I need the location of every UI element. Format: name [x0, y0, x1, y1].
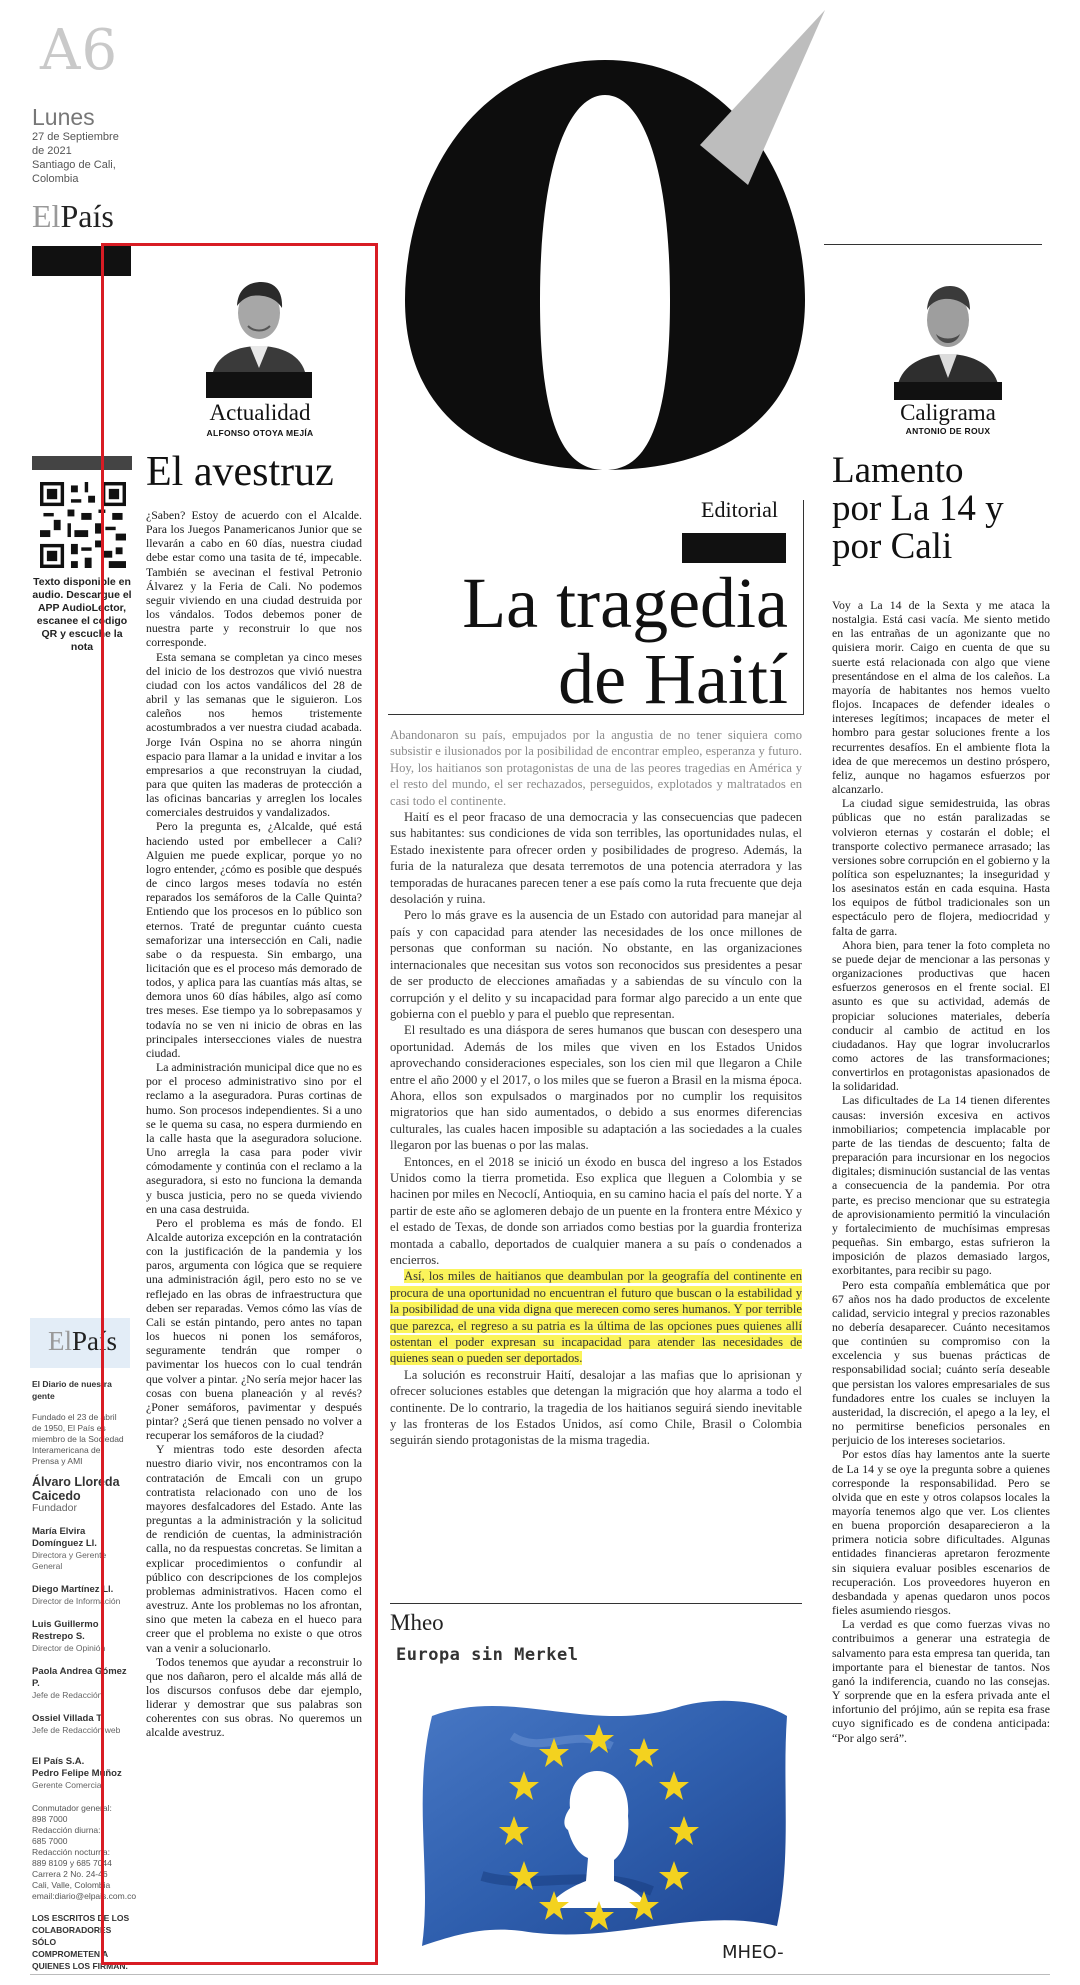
audio-qr-text: Texto disponible en audio. Descargue el APP AudioLector, escanee el código QR y escuche la nota — [32, 576, 132, 653]
publication-day: Lunes — [32, 104, 95, 130]
date-line: Santiago de Cali, — [32, 159, 116, 171]
motto: El Diario de nuestra gente — [32, 1379, 112, 1401]
editorial-bar — [682, 533, 786, 563]
column-headline: Lamento por La 14 y por Cali — [832, 450, 1004, 567]
author-photo — [894, 264, 1002, 400]
staff-name: El País S.A. — [32, 1756, 85, 1767]
qr-code-icon[interactable] — [40, 482, 126, 568]
column-body: ¿Saben? Estoy de acuerdo con el Alcalde. Para los Juegos Panamericanos Junior que se llevarán a cabo en 60 días, nuestra ciudad debe estar como una tasita de té, impecable. También se avecinan el festival Petronio Álvarez y la Feria de Cali. No podemos seguir viviendo en una ciudad destruida por los vándalos. Todos debemos poner de nuestra parte y reconstruir lo que nos corresponde. Esta semana se completan ya cinco meses del inicio de los destrozos que vivió nuestra ciudad con los actos vandálicos del 28 de abril y las semanas que le siguieron. Los caleños nos hemos tristemente acostumbrados a ver nuestra ciudad acabada. Jorge Iván Ospina no se ahorra ningún espacio para llamar a la unidad e invitar a los empresarios a que reconstruyan la ciudad, para que quiten las maderas de protección a las oficinas bancarias y arreglen los locales comerciales destruidos y vandalizados. Pero la pregunta es, ¿Alcalde, qué está haciendo usted por embellecer a Cali? Alguien me puede explicar, porque yo no logro entender, ¿cómo es posible que después de cinco largos meses todavía no estén reparados los semáforos de la Calle Quinta? Entiendo que los procesos en lo público son eternos. Traté de preguntar cuánto cuesta semaforizar una intersección en Cali, nadie sabe o da respuesta. Sin embargo, una licitación que es el proceso más demorado de todos, y aplica para las cuantías más altas, se demora unos 60 días hábiles, algo así como tres meses. Ese tiempo ya lo sobrepasamos y todavía no se ven ni inicio de obras en las principales intersecciones viales de nuestra ciudad. La administración municipal dice que no es por el proceso administrativo sino por el reclamo a la aseguradora. Puras cortinas de humo. Son procesos independientes. Si a uno se le quema su casa, no espera durmiendo en la calle hasta que la aseguradora solucione. Uno arregla la casa para poder vivir cómodamente y continúa con el reclamo a la aseguradora, si esto no funciona la demanda y busca justicia, pero no se queda viviendo en una casa destruida. Pero el problema es más de fondo. El Alcalde autoriza excepción en la contratación con la justificación de la pandemia y los paros, argumenta con lógica que se requiere una administración ágil, pero esto no se ve reflejado en las obras de infraestructura que deben ser reparadas. Vemos cómo las vías de Cali se están pintando, pero antes no tapan los huecos ni ponen los semáforos, seguramente tendrán que romper o pavimentar los huecos con lo cual tendrán que volver a pintar. ¿No sería mejor hacer las cosas con buena planeación y al revés? ¿Poner semáforos, pavimentar y después pintar? ¿Será que tienen pensado no volver a recuperar los semáforos de la ciudad? Y mientras todo este desorden afecta nuestro diario vivir, nos encontramos con la contratación de Emcali con un grupo contratista relacionado con uno de los mayores desfalcadores del Estado. Ante las preguntas a la administración y la solicitud de rendición de cuentas, la administración calla, no da respuestas concretas. Se limitan a explicar procedimientos o confundir al público con descripciones de los complejos problemas administrativos. Hacen como el avestruz. Ante los problemas no los afrontan, sino que meten la cabeza en el hueco para creer que el problema no existe o que otros van a venir a solucionarlo. Todos tenemos que ayudar a reconstruir lo que nos dañaron, pero el alcalde más allá de los discursos confusos debe dar ejemplo, liderar y demostrar que sus palabras son coherentes con sus obras. No queremos un alcalde avestruz. — [146, 508, 362, 1740]
contact-line: Conmutador general: — [32, 1803, 112, 1813]
disclaimer: LOS ESCRITOS DE LOS — [32, 1913, 130, 1923]
page-number: A6 — [40, 18, 119, 83]
highlighted-text: Así, los miles de haitianos que deambulan por la geografía del continente en procura de una oportunidad no encuentran el futuro que buscan o la estabilidad y la posibilidad de una vida digna que merecen como seres humanos. Y por terrible que parezca, el regreso a su patria es la última de las opciones pues quienes allí ostentan el poder expresan su incapacidad para atender las necesidades de quienes sean o pueden ser deportados. — [390, 1269, 802, 1366]
credits-block: El Diario de nuestra gente Fundado el 23 de abril de 1950, El País es miembro de la Sociedad Interamericana de Prensa y AMI Álvaro Lloreda Caicedo Fundador María Elvira Domínguez Ll. Directora y Gerente General Diego Martínez Ll. Director de Información Luis Guillermo Restrepo S. Director de Opinión Paola Andrea Gómez P. Jefe de Redacción Ossiel Villada T. Jefe de Redacción web El País S.A. Pedro Felipe Muñoz Gerente Comercial Conmutador general: 898 7000 Redacción diurna: 685 7000 Redacción nocturna: 889 8109 y 685 7044 Carrera 2 No. 24-46 Cali, Valle, Colombia email:diario@elpais.com.co LOS ESCRITOS DE LOS COLABORADORES SÓLO COMPROMETEN A QUIENES LOS FIRMAN. — [32, 1379, 137, 1971]
cartoon-title: Mheo — [390, 1610, 444, 1635]
el-pais-logo: ElPaís — [48, 1326, 118, 1356]
cartoon-signature: MHEO- — [722, 1942, 784, 1963]
eu-flag-cartoon — [392, 1676, 802, 1966]
staff-name: Diego Martínez Ll. — [32, 1584, 114, 1595]
editorial-headline: La tragedia de Haití — [462, 563, 788, 719]
cartoon-rule — [390, 1603, 802, 1604]
founder-name: Álvaro Lloreda — [32, 1475, 120, 1489]
cartoon-caption: Europa sin Merkel — [396, 1645, 579, 1665]
sidebar-bar — [32, 456, 132, 470]
contact-email[interactable]: email:diario@elpais.com.co — [32, 1891, 137, 1901]
column-section-label: Actualidad — [209, 400, 311, 425]
el-pais-logo: ElPaís — [32, 198, 114, 234]
column-section-label: Caligrama — [900, 400, 996, 425]
masthead-bar — [32, 246, 131, 276]
editorial-section-label: Editorial — [701, 497, 778, 522]
author-photo — [206, 258, 312, 398]
bottom-rule — [30, 1974, 1050, 1975]
date-line: de 2021 — [32, 145, 72, 157]
staff-name: Ossiel Villada T. — [32, 1713, 104, 1724]
editorial-body: Abandonaron su país, empujados por la angustia de no tener siquiera como subsistir e ilusionados por la posibilidad de encontrar empleo, esperanza y futuro. Hoy, los haitianos son protagonistas de una de las peores tragedias en América y el resto del mundo, el ser rechazados, perseguidos, explotados y maltratados en casi todo el continente. Haití es el peor fracaso de una democracia y las consecuencias que padecen sus habitantes: sus condiciones de vida son terribles, las oportunidades nulas, el Estado inexistente para ofrecer orden y posibilidades de progreso. Además, la furia de la naturaleza que desata terremotos de una potencia aterradora y las temporadas de huracanes parecen tener a ese país como la ruta frecuente que deja desolación y ruina. Pero lo más grave es la ausencia de un Estado con autoridad para manejar al país y con capacidad para atender las necesidades de los once millones de personas que conforman su nación. No obstante, en las organizaciones internacionales que necesitan sus votos son reconocidos sus presidentes a pesar de ser producto de elecciones amañadas y a sabiendas de su vínculo con la corrupción y el delito y su incapacidad para formar algo parecido a un ente que gobierna con el pueblo y para el pueblo que representan. El resultado es una diáspora de seres humanos que buscan con desespero una oportunidad. Además de los miles que viven en los Estados Unidos aprovechando consideraciones especiales, son los cien mil que llegaron a Chile entre el año 2000 y el 2017, o los miles que se fueron a Brasil en la misma época. Ahora, ellos son expulsados o marginados por no cumplir los requisitos migratorios que han sido aumentados, o debido a sus enormes diferencias culturales, las cuales hacen imposible su adaptación a las sociedades a la cuales llegaron por las buenas o por las malas. Entonces, en el 2018 se inició un éxodo en busca del ingreso a los Estados Unidos como la tierra prometida. Eso explica que lleguen a Colombia y se hacinen por miles en Necoclí, Antioquia, en su camino hacia el país del norte. Y a partir de este año se aglomeren debajo de un puente en la frontera entre México y el estado de Texas, de donde son arriados como bestias por la guardia fronteriza montada a caballo, deportados de cualquier manera a su país o condenados a encierros. Así, los miles de haitianos que deambulan por la geografía del continente en procura de una oportunidad no encuentran el futuro que buscan o la estabilidad y la posibilidad de una vida digna que merecen como seres humanos. Y por terrible que parezca, el regreso a su patria es la última de las opciones pues quienes allí ostentan el poder expresan su incapacidad para atender las necesidades de quienes sean o pueden ser deportados. La solución es reconstruir Haití, desalojar a las mafias que lo aprisionan y ofrecer soluciones estables que detengan la migración que hoy alarma a todo el continente. De lo contrario, la tragedia de los haitianos seguirá siendo inevitable y las fronteras de los Estados Unidos, así como Chile, Brasil o Colombia seguirán siendo protagonistas de la misma tragedia. — [390, 728, 802, 1448]
staff-name: Paola Andrea Gómez P. — [32, 1666, 127, 1689]
top-rule — [824, 244, 1042, 245]
column-author: ANTONIO DE ROUX — [905, 426, 991, 436]
date-line: Colombia — [32, 173, 79, 185]
editorial-rule — [803, 500, 804, 715]
staff-name: Luis Guillermo — [32, 1619, 99, 1630]
staff-name: María Elvira — [32, 1526, 86, 1537]
column-body: Voy a La 14 de la Sexta y me ataca la nostalgia. Está casi vacía. Me siento metido en las entrañas de un agonizante que no quisiera morir. Caigo en cuenta de que su suerte está relacionada con algo que viene presentándose en el alma de los caleños. La mayoría de habitantes nos hemos vuelto flojos. Incapaces de defender ideales o intereses legítimos; incapaces de meter el hombro para gestar soluciones frente a los recurrentes desafíos. En el ambiente flota la idea de que merecemos un destino próspero, feliz, aunque no hagamos esfuerzos por alcanzarlo. La ciudad sigue semidestruida, las obras públicas que no están paralizadas se volvieron eternas y costarán el doble; el transporte colectivo permanece arrasado; las versiones sobre corrupción en el gobierno y la política son espeluznantes; la inseguridad y los asesinatos están en cada esquina. Hasta los equipos de fútbol tradicionales son un espectáculo pero de flojera, mediocridad y falta de garra. Ahora bien, para tener la foto completa no se puede dejar de mencionar a las personas y organizaciones productivas que hacen esfuerzos generosos en el frente social. El asunto es que su actividad, además de propiciar soluciones materiales, debería conducir al cambio de actitud en los ciudadanos. Hay que lograr involucrarlos como actores de las transformaciones; convertirlos en protagonistas apasionados de la solidaridad. Las dificultades de La 14 tienen diferentes causas: inversión excesiva en activos inmobiliarios; competencia implacable por parte de las tiendas de descuento; falta de preparación para incursionar en los negocios digitales; disminución sustancial de las ventas a consecuencia de la pandemia. Por otra parte, es preciso mencionar que su estrategia de aprovisionamiento permitió la vinculación y fortalecimiento de muchísimas empresas pequeñas. Sin embargo, estas sufrieron la imposición de plazos demasiado largos, exorbitantes, para recibir su pago. Pero esta compañía emblemática que por 67 años nos ha dado productos de excelente calidad, servicio integral y precios razonables no debería desaparecer. Cuánto necesitamos que continúen su compromiso con la excelencia y sus buenas prácticas de responsabilidad social; cuánto sería deseable que persistan los valores empresariales de sus fundadores entre los cuales se incluyen la austeridad, la discreción, el apego a la ley, el no permitirse beneficios personales en perjuicio de los intereses societarios. Por estos días hay lamentos ante la suerte de La 14 y se oye la pregunta sobre a quienes corresponde la responsabilidad. Pero se olvida que en este y otros colapsos locales la mayoría tenemos algo que ver. Los clientes en buena proporción desaparecieron a la primera noticia sobre dificultades. Algunas entidades financieras apretaron ferozmente sin siquiera evaluar posibles escenarios de recuperación. Los proveedores huyeron en desbandada y apenas quedaron unos pocos fieles asumiendo riesgos. La verdad es que como fuerzas vivas no contribuimos a generar una estrategia de salvamento para esta empresa tan querida, tan importante para el bienestar de tantos. Nos ganó la indiferencia, cuando no las consejas. Y sorprende que en la esfera privada ante el infortunio del prójimo, aún se repita esa frase cuyo significado es de condena anticipada: “Por algo será”. — [832, 598, 1050, 1745]
column-author: ALFONSO OTOYA MEJÍA — [206, 428, 314, 438]
opinion-letter-logo — [370, 0, 840, 470]
date-line: 27 de Septiembre — [32, 131, 119, 143]
column-headline: El avestruz — [146, 449, 334, 495]
